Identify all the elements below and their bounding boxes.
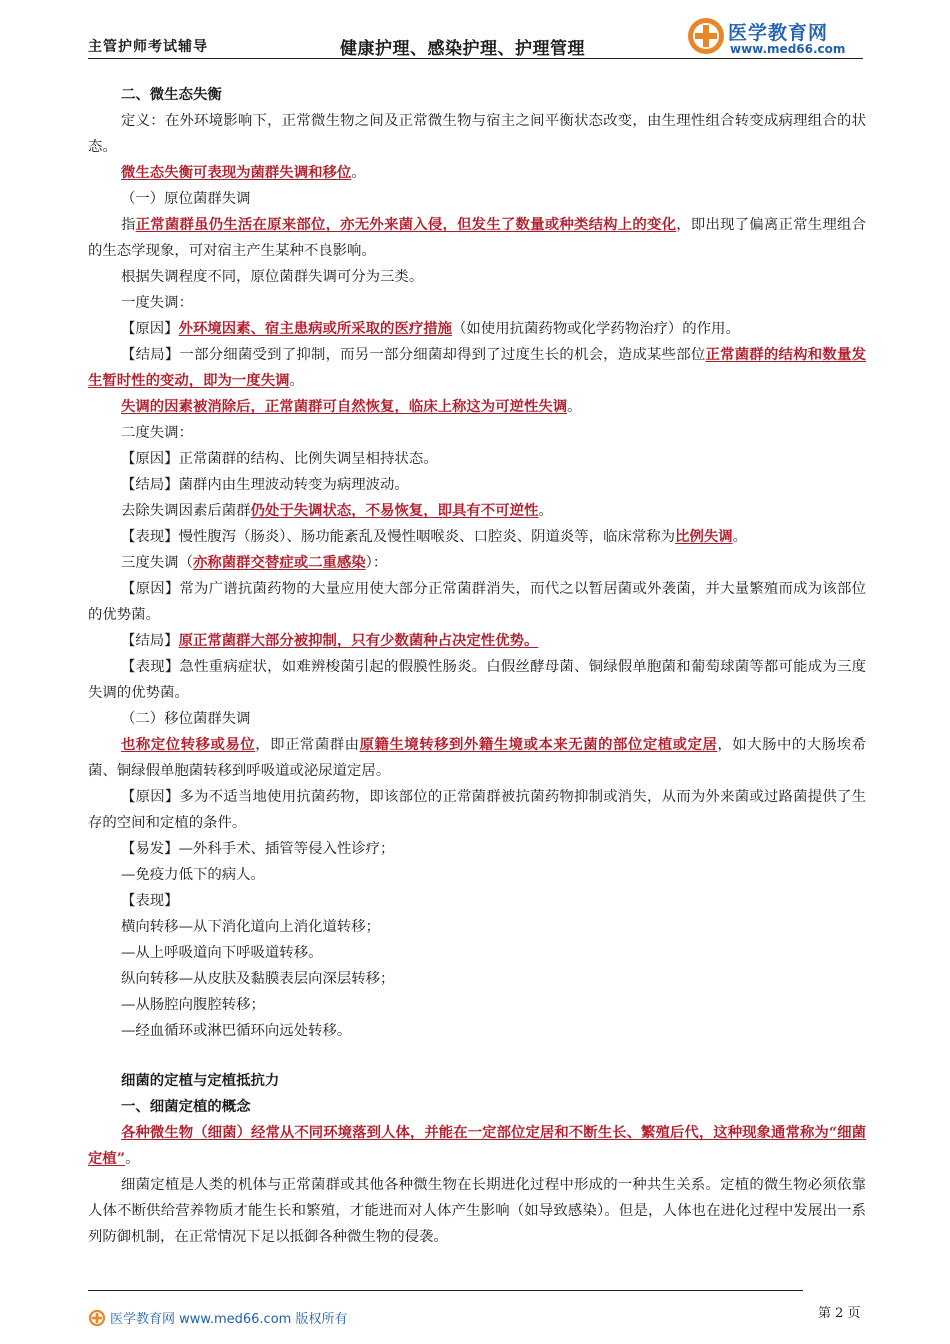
degree1-result: 【结局】一部分细菌受到了抑制，而另一部分细菌却得到了过度生长的机会，造成某些部位正常菌群的结构和数量发生暂时性的变动，即为一度失调。 bbox=[88, 346, 866, 389]
logo-name: 医学教育网 bbox=[728, 22, 829, 44]
logo-url: www.med66.com bbox=[730, 42, 846, 56]
degree3-manifestation: 【表现】急性重病症状，如难辨梭菌引起的假膜性肠炎。白假丝酵母菌、铜绿假单胞菌和葡萄球菌等都可能成为三度失调的优势菌。 bbox=[88, 659, 866, 701]
degree3-result: 【结局】原正常菌群大部分被抑制，只有少数菌种占决定性优势。 bbox=[121, 632, 539, 649]
degree3-heading: 三度失调（亦称菌群交替症或二重感染）： bbox=[121, 554, 388, 571]
translocation-manifestation: 【表现】 bbox=[121, 893, 179, 909]
colonization-highlight: 各种微生物（细菌）经常从不同环境落到人体，并能在一定部位定居和不断生长、繁殖后代，这种现象通常称为“细菌定植”。 bbox=[88, 1124, 867, 1167]
subheading-translocation: （二）移位菌群失调 bbox=[121, 711, 251, 727]
degree2-irreversible: 去除失调因素后菌群仍处于失调状态，不易恢复，即具有不可逆性。 bbox=[121, 502, 553, 519]
degree2-result: 【结局】菌群内由生理波动转变为病理波动。 bbox=[121, 477, 409, 493]
translocation-definition: 也称定位转移或易位，即正常菌群由原籍生境转移到外籍生境或本来无菌的部位定植或定居，如大肠中的大肠埃希菌、铜绿假单胞菌转移到呼吸道或泌尿道定居。 bbox=[88, 736, 866, 779]
highlight-text: 也称定位转移或易位 bbox=[121, 736, 256, 753]
highlight-text: 各种微生物（细菌）经常从不同环境落到人体，并能在一定部位定居和不断生长、繁殖后代，这种现象通常称为“细菌定植” bbox=[88, 1124, 867, 1167]
section2-title: 细菌的定植与定植抵抗力 bbox=[121, 1072, 280, 1089]
degree1-reversible: 失调的因素被消除后，正常菌群可自然恢复，临床上称这为可逆性失调。 bbox=[121, 398, 582, 415]
manifestation-line: 微生态失衡可表现为菌群失调和移位。 bbox=[121, 164, 366, 181]
definition-paragraph: 定义：在外环境影响下，正常微生物之间及正常微生物与宿主之间平衡状态改变，由生理性组合转变成病理组合的状态。 bbox=[88, 113, 866, 155]
site-logo[interactable] bbox=[686, 16, 866, 62]
highlight-text: 比例失调 bbox=[675, 528, 733, 545]
section-spacer bbox=[88, 1044, 866, 1068]
heading-microecology: 二、微生态失衡 bbox=[121, 86, 222, 103]
highlight-text: 失调的因素被消除后，正常菌群可自然恢复，临床上称这为可逆性失调 bbox=[121, 398, 568, 415]
footer-divider bbox=[88, 1290, 803, 1291]
translocation-prone-2: —免疫力低下的病人。 bbox=[121, 867, 265, 883]
highlight-text: 原籍生境转移到外籍生境或本来无菌的部位定植或定居 bbox=[359, 736, 718, 753]
transfer-line: —从肠腔向腹腔转移； bbox=[121, 997, 265, 1013]
document-body bbox=[88, 82, 866, 1250]
degree1-heading: 一度失调： bbox=[121, 295, 193, 311]
section2-heading: 一、细菌定植的概念 bbox=[121, 1098, 251, 1115]
transfer-line: —经血循环或淋巴循环向远处转移。 bbox=[121, 1023, 352, 1039]
header-course-title: 主管护师考试辅导 bbox=[88, 39, 208, 55]
transfer-line: 纵向转移—从皮肤及黏膜表层向深层转移； bbox=[121, 971, 395, 987]
transfer-line: —从上呼吸道向下呼吸道转移。 bbox=[121, 945, 323, 961]
header-subject-title: 健康护理、感染护理、护理管理 bbox=[340, 39, 585, 59]
degree2-cause: 【原因】正常菌群的结构、比例失调呈相持状态。 bbox=[121, 451, 438, 467]
logo-emblem-icon bbox=[686, 16, 726, 56]
three-types-line: 根据失调程度不同，原位菌群失调可分为三类。 bbox=[121, 269, 424, 285]
footer-brand-text: 医学教育网 www.med66.com 版权所有 bbox=[110, 1312, 348, 1327]
highlight-text: 正常菌群虽仍生活在原来部位，亦无外来菌入侵，但发生了数量或种类结构上的变化 bbox=[135, 216, 677, 233]
translocation-cause: 【原因】多为不适当地使用抗菌药物，即该部位的正常菌群被抗菌药物抑制或消失，从而为外来菌或过路菌提供了生存的空间和定植的条件。 bbox=[88, 789, 866, 831]
colonization-definition: 细菌定植是人类的机体与正常菌群或其他各种微生物在长期进化过程中形成的一种共生关系。定植的微生物必须依靠人体不断供给营养物质才能生长和繁殖，才能进而对人体产生影响（如导致感染）。但是，人体也在进化过程中发展出一系列防御机制，在正常情况下足以抵御各种微生物的侵袭。 bbox=[88, 1177, 866, 1245]
footer-logo-icon bbox=[88, 1309, 106, 1327]
translocation-prone-1: 【易发】—外科手术、插管等侵入性诊疗； bbox=[121, 841, 395, 857]
transfer-line: 横向转移—从下消化道向上消化道转移； bbox=[121, 919, 381, 935]
header-divider bbox=[88, 58, 863, 59]
highlight-text: 仍处于失调状态，不易恢复，即具有不可逆性 bbox=[250, 502, 539, 519]
highlight-text: 外环境因素、宿主患病或所采取的医疗措施 bbox=[178, 320, 453, 337]
page-number: 第 2 页 bbox=[818, 1306, 861, 1321]
degree2-heading: 二度失调： bbox=[121, 425, 193, 441]
degree3-cause: 【原因】常为广谱抗菌药物的大量应用使大部分正常菌群消失，而代之以暂居菌或外袭菌，并大量繁殖而成为该部位的优势菌。 bbox=[88, 581, 866, 623]
highlight-text: 亦称菌群交替症或二重感染 bbox=[192, 554, 366, 571]
in-situ-definition: 指正常菌群虽仍生活在原来部位，亦无外来菌入侵，但发生了数量或种类结构上的变化，即出现了偏离正常生理组合的生态学现象，可对宿主产生某种不良影响。 bbox=[88, 216, 866, 259]
highlight-text: 微生态失衡可表现为菌群失调和移位 bbox=[121, 164, 352, 181]
highlight-text: 正常菌群的结构和数量发生暂时性的变动，即为一度失调 bbox=[88, 346, 866, 389]
footer-brand[interactable] bbox=[88, 1308, 347, 1330]
degree2-manifestation: 【表现】慢性腹泻（肠炎）、肠功能紊乱及慢性咽喉炎、口腔炎、阴道炎等，临床常称为比例失调。 bbox=[121, 528, 748, 545]
subheading-in-situ: （一）原位菌群失调 bbox=[121, 191, 251, 207]
highlight-text: 原正常菌群大部分被抑制，只有少数菌种占决定性优势。 bbox=[178, 632, 539, 649]
degree1-cause: 【原因】外环境因素、宿主患病或所采取的医疗措施（如使用抗菌药物或化学药物治疗）的作用。 bbox=[121, 320, 740, 337]
